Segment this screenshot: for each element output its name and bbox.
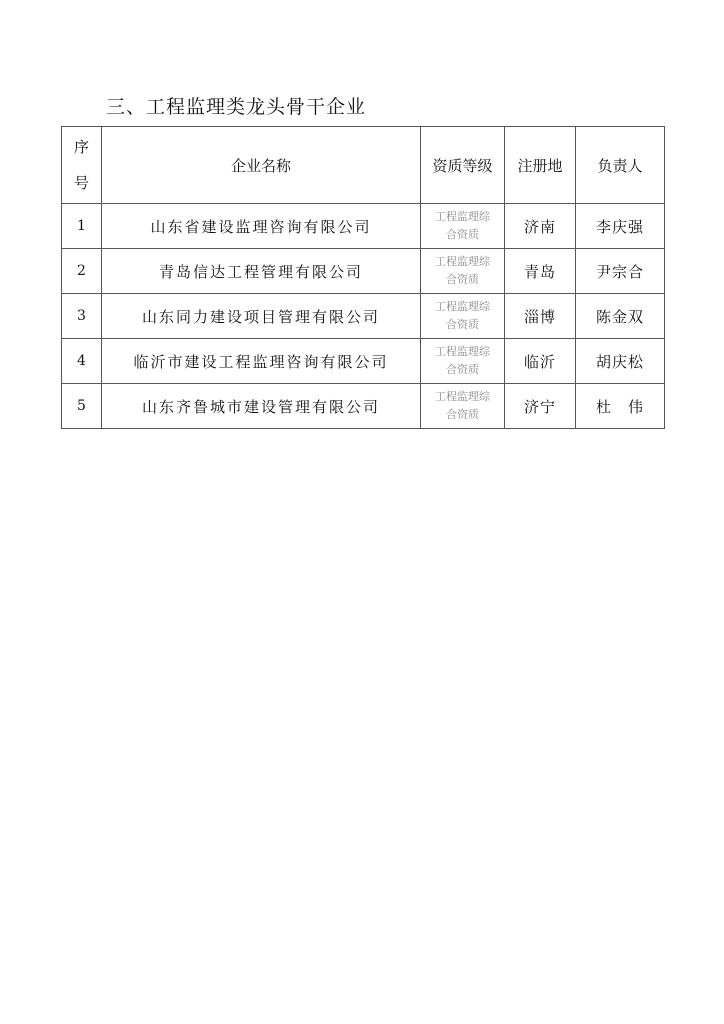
company-name: 青岛信达工程管理有限公司: [102, 249, 421, 294]
table-header-row: [62, 127, 665, 204]
row-number: 4: [62, 339, 102, 384]
registered-place: 济南: [505, 204, 576, 249]
qualification-grade: [421, 384, 505, 429]
header-company-name: 企业名称: [102, 127, 421, 204]
row-number: 5: [62, 384, 102, 429]
header-serial-line1: 序: [73, 138, 89, 156]
company-name: 山东同力建设项目管理有限公司: [102, 294, 421, 339]
header-qualification-grade: 资质等级: [421, 127, 505, 204]
person-in-charge: 胡庆松: [576, 339, 665, 384]
row-number: 1: [62, 204, 102, 249]
header-serial-line2: 号: [73, 174, 89, 192]
grade-line2: 合资质: [446, 408, 479, 421]
header-serial-number: [62, 127, 102, 204]
registered-place: 临沂: [505, 339, 576, 384]
person-in-charge: 尹宗合: [576, 249, 665, 294]
header-person-in-charge: 负责人: [576, 127, 665, 204]
grade-line1: 工程监理综: [435, 255, 490, 268]
person-in-charge: 陈金双: [576, 294, 665, 339]
enterprise-table: [61, 126, 665, 429]
company-name: 山东省建设监理咨询有限公司: [102, 204, 421, 249]
table-row: [62, 294, 665, 339]
table-row: [62, 384, 665, 429]
grade-line1: 工程监理综: [435, 300, 490, 313]
grade-line2: 合资质: [446, 318, 479, 331]
table-row: [62, 339, 665, 384]
qualification-grade: [421, 249, 505, 294]
qualification-grade: [421, 339, 505, 384]
grade-line2: 合资质: [446, 228, 479, 241]
row-number: 3: [62, 294, 102, 339]
person-in-charge: 李庆强: [576, 204, 665, 249]
grade-line2: 合资质: [446, 273, 479, 286]
grade-line1: 工程监理综: [435, 345, 490, 358]
company-name: 山东齐鲁城市建设管理有限公司: [102, 384, 421, 429]
company-name: 临沂市建设工程监理咨询有限公司: [102, 339, 421, 384]
grade-line1: 工程监理综: [435, 390, 490, 403]
qualification-grade: [421, 204, 505, 249]
grade-line1: 工程监理综: [435, 210, 490, 223]
qualification-grade: [421, 294, 505, 339]
table-row: [62, 249, 665, 294]
grade-line2: 合资质: [446, 363, 479, 376]
registered-place: 青岛: [505, 249, 576, 294]
header-registered-place: 注册地: [505, 127, 576, 204]
registered-place: 淄博: [505, 294, 576, 339]
person-in-charge: 杜 伟: [576, 384, 665, 429]
registered-place: 济宁: [505, 384, 576, 429]
section-heading: 三、工程监理类龙头骨干企业: [106, 96, 367, 118]
table-row: [62, 204, 665, 249]
row-number: 2: [62, 249, 102, 294]
